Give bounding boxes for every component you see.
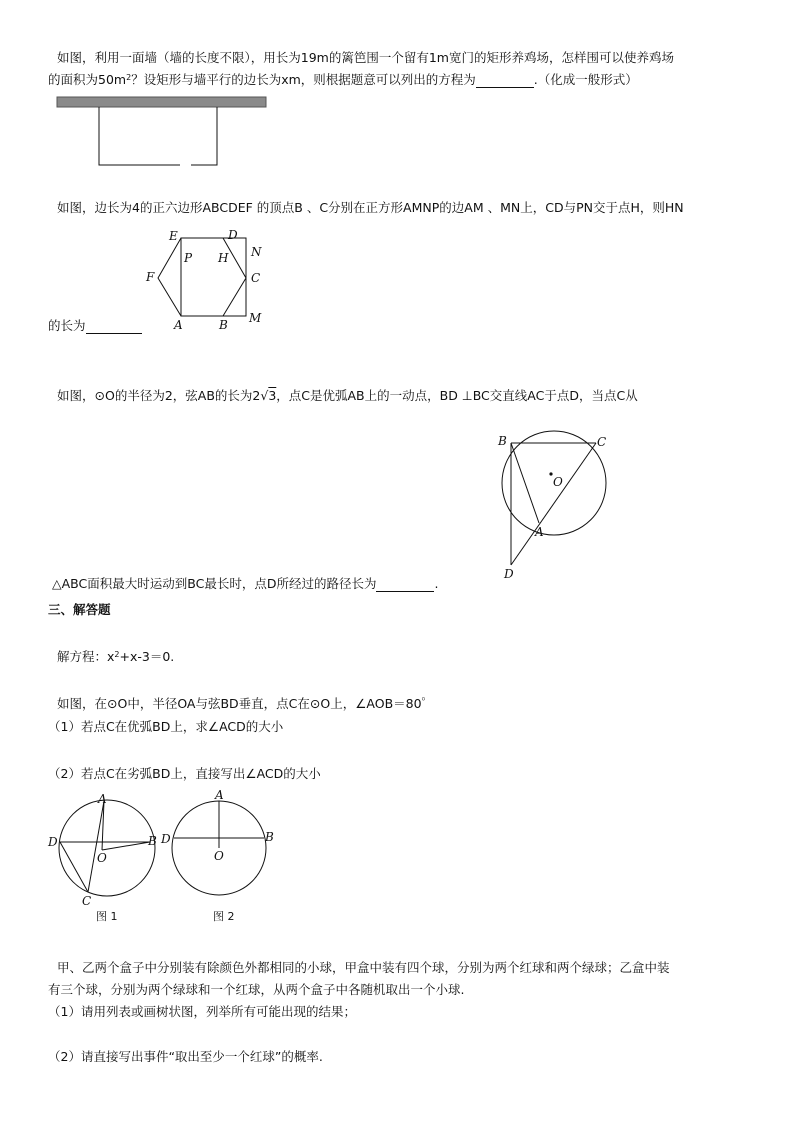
fig1-label-D: D xyxy=(48,835,58,849)
label-D: D xyxy=(228,228,238,242)
label-B: B xyxy=(219,318,228,332)
label-C: C xyxy=(251,271,261,285)
balls-question-line1: 甲、乙两个盒子中分别装有除颜色外都相同的小球，甲盒中装有四个球，分别为两个红球和两个绿球；乙盒中装 xyxy=(57,960,670,975)
label-H: H xyxy=(218,251,229,265)
fence-question-text-b: ？设矩形与墙平行的边长为xm，则根据题意可以列出的方程为 xyxy=(131,72,476,87)
fig2-label-D: D xyxy=(161,832,171,846)
circle-question-text-a: 如图，⊙O的半径为2，弦AB的长为2 xyxy=(57,388,261,403)
label-F: F xyxy=(146,270,155,284)
circle-question-text-d: . xyxy=(434,576,439,591)
label-A: A xyxy=(174,318,183,332)
label-O: O xyxy=(553,475,563,489)
fig1-segment-ca xyxy=(88,801,104,892)
label-N: N xyxy=(251,245,262,259)
circle-question-text-c: △ABC面积最大时运动到BC最长时，点D所经过的路径长为 xyxy=(52,576,377,591)
fig1-caption: 图 1 xyxy=(96,910,118,923)
hexagon-question-text: 的长为 xyxy=(48,318,86,333)
fig1-label-B: B xyxy=(148,834,157,848)
equation-rest: +x-3＝0. xyxy=(119,649,175,664)
label-M: M xyxy=(249,311,262,325)
fig2-caption: 图 2 xyxy=(213,910,235,923)
balls-question-part2: （2）请直接写出事件“取出至少一个红球”的概率. xyxy=(48,1049,323,1064)
fence-question-line1: 如图，利用一面墙（墙的长度不限），用长为19m的篱笆围一个留有1m宽门的矩形养鸡场，怎样围可以使养鸡场 xyxy=(57,50,674,65)
fence-question-text-a: 的面积为50m xyxy=(48,72,127,87)
radius-question-part2: （2）若点C在劣弧BD上，直接写出∠ACD的大小 xyxy=(48,766,321,781)
circle-question-text-b: ，点C是优弧AB上的一动点，BD ⊥BC交直线AC于点D，当点C从 xyxy=(276,388,638,403)
fig1-radius-ob xyxy=(102,842,150,850)
hexagon-question-line1: 如图，边长为4的正六边形ABCDEF 的顶点B 、C分别在正方形AMNP的边AM 、MN上，CD与PN交于点H，则HN xyxy=(57,200,684,215)
fig1-circle xyxy=(59,800,155,896)
label-E: E xyxy=(169,229,178,243)
fig1-label-A: A xyxy=(98,792,107,806)
fence-question-text-c: .（化成一般形式） xyxy=(533,72,638,87)
fig1-label-C: C xyxy=(82,894,92,908)
fig1-segment-cd xyxy=(60,842,88,892)
equation-text: 解方程：x xyxy=(57,649,115,664)
balls-question-part1: （1）请用列表或画树状图，列举所有可能出现的结果； xyxy=(48,1004,356,1019)
radius-question-line1: 如图，在⊙O中，半径OA与弦BD垂直，点C在⊙O上，∠AOB＝80゜ xyxy=(57,696,435,711)
balls-question-line2: 有三个球，分别为两个绿球和一个红球，从两个盒子中各随机取出一个小球. xyxy=(48,982,465,997)
equation-sup: 2 xyxy=(114,650,120,659)
fig1-label-O: O xyxy=(97,851,107,865)
label-B: B xyxy=(498,434,507,448)
label-D: D xyxy=(504,567,514,581)
fig2-label-O: O xyxy=(214,849,224,863)
sqrt-symbol: √ xyxy=(260,388,269,403)
fig2-label-B: B xyxy=(265,830,274,844)
fig2-label-A: A xyxy=(215,788,224,802)
label-P: P xyxy=(184,251,193,265)
section-title: 三、解答题 xyxy=(48,602,111,617)
label-A: A xyxy=(535,525,544,539)
sqrt-radicand: 3 xyxy=(268,388,277,403)
fence-question-sup: 2 xyxy=(126,73,132,82)
label-C: C xyxy=(597,435,607,449)
radius-question-part1: （1）若点C在优弧BD上，求∠ACD的大小 xyxy=(48,719,284,734)
